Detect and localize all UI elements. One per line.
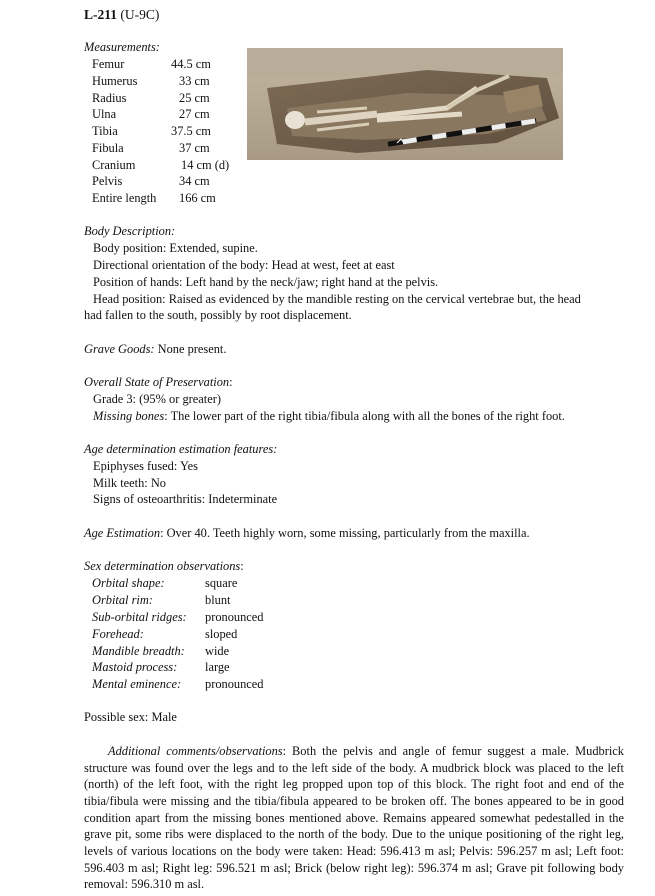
measurement-row — [92, 190, 242, 207]
measurement-row — [92, 90, 242, 107]
missing-bones-line — [93, 408, 565, 425]
age-estimation-value: : Over 40. Teeth highly worn, some missing, particularly from the maxilla. — [160, 526, 530, 540]
observation-value: sloped — [205, 626, 238, 641]
observation-key: Orbital shape: — [92, 576, 165, 590]
sex-observation-row — [92, 592, 342, 609]
measurement-name: Radius — [92, 90, 127, 105]
head-position-text-line1: Head position: Raised as evidenced by the mandible resting on the cervical vertebrae but, the head — [93, 292, 581, 306]
record-title — [84, 7, 159, 24]
observation-key: Forehead: — [92, 626, 144, 641]
measurement-value: 25 cm — [179, 90, 210, 105]
missing-bones-label: Missing bones — [93, 409, 165, 423]
age-estimation-label: Age Estimation — [84, 526, 161, 540]
sex-observations-heading — [84, 558, 244, 575]
measurement-value: 14 cm (d) — [181, 157, 230, 172]
comments-label: Additional comments/observations — [108, 744, 283, 758]
measurement-name: Femur — [92, 57, 125, 71]
measurement-row — [92, 106, 242, 123]
measurement-name: Pelvis — [92, 174, 123, 189]
observation-value: large — [205, 660, 230, 675]
milk-teeth-text: Milk teeth: No — [93, 476, 166, 490]
observation-key: Orbital rim: — [92, 592, 153, 607]
measurement-value: 166 cm — [179, 191, 216, 205]
measurement-row — [92, 140, 242, 157]
sex-observations-label: Sex determination observations — [84, 559, 241, 573]
grave-goods-value: None present. — [154, 342, 227, 356]
comments-text: : Both the pelvis and angle of femur suggest a male. Mudbrick structure was found over the legs and to the left side of the body. A mudbrick block was placed to the left (north) of the left foot, with the right leg propped upon top of this block. The right foot and end of the tibia/fibula were missing and the tibia/fibula appeared to be broken off. The bones appeared to be in good condition apart from the missing bones mentioned above. Remains appeared somewhat pedestalled in the grave pit, some ribs were displaced to the north of the body. Due to the unique positioning of the right leg, levels of various locations on the body were taken: Head: 596.413 m asl; Pelvis: 596.257 m asl; Left foot: 596.403 m asl; Right leg: 596.521 m asl; Brick (below right leg): 596.374 m asl; Grave pit following body removal: 596.310 m asl. — [84, 744, 625, 892]
preservation-grade: Grade 3: (95% or greater) — [93, 392, 221, 406]
sex-observation-row — [92, 676, 342, 693]
observation-key: Mandible breadth: — [92, 643, 185, 658]
observation-value: wide — [205, 643, 230, 658]
body-orientation-text: Directional orientation of the body: Head at west, feet at east — [93, 258, 395, 272]
missing-bones-value: : The lower part of the right tibia/fibula along with all the bones of the right foot. — [164, 409, 565, 423]
measurement-row — [92, 123, 242, 140]
measurement-value: 27 cm — [179, 107, 210, 122]
observation-value: square — [205, 576, 238, 590]
observation-key: Mental eminence: — [92, 677, 182, 692]
body-description-heading: Body Description: — [84, 224, 176, 238]
measurement-row — [92, 56, 242, 73]
measurement-row — [92, 157, 242, 174]
measurement-name: Cranium — [92, 157, 136, 172]
preservation-heading-colon: : — [229, 375, 233, 389]
grave-goods-line — [84, 341, 226, 358]
measurements-table — [92, 56, 242, 207]
sex-observation-row — [92, 609, 342, 626]
sex-observations-table — [92, 575, 342, 693]
measurement-value: 37.5 cm — [171, 124, 211, 138]
observation-value: blunt — [205, 592, 231, 607]
observation-value: pronounced — [205, 609, 264, 624]
measurement-name: Tibia — [92, 124, 118, 138]
hands-position-text: Position of hands: Left hand by the neck/jaw; right hand at the pelvis. — [93, 275, 439, 289]
burial-photo — [247, 48, 563, 160]
measurement-value: 44.5 cm — [171, 57, 211, 71]
preservation-heading — [84, 374, 233, 391]
measurement-name: Entire length — [92, 191, 157, 205]
measurement-value: 33 cm — [179, 73, 210, 88]
sex-observation-row — [92, 659, 342, 676]
body-position-text: Body position: Extended, supine. — [93, 241, 258, 255]
osteoarthritis-text: Signs of osteoarthritis: Indeterminate — [93, 492, 278, 506]
sex-observations-colon: : — [240, 559, 244, 573]
age-estimation-line — [84, 525, 530, 542]
measurement-name: Humerus — [92, 73, 138, 88]
comments-paragraph — [84, 743, 624, 893]
sex-observation-row — [92, 643, 342, 660]
measurement-value: 34 cm — [179, 174, 210, 189]
head-position-text-line2: had fallen to the south, possibly by root displacement. — [84, 308, 352, 322]
possible-sex-text: Possible sex: Male — [84, 710, 177, 724]
sex-observation-row — [92, 575, 342, 592]
age-features-heading: Age determination estimation features: — [84, 442, 278, 456]
measurement-row — [92, 73, 242, 90]
observation-value: pronounced — [205, 677, 264, 692]
observation-key: Sub-orbital ridges: — [92, 609, 187, 624]
epiphyses-text: Epiphyses fused: Yes — [93, 459, 198, 473]
record-subcode: (U-9C) — [120, 7, 160, 22]
measurement-name: Ulna — [92, 107, 117, 122]
measurement-row — [92, 173, 242, 190]
grave-goods-label: Grave Goods: — [84, 342, 155, 356]
sex-observation-row — [92, 626, 342, 643]
preservation-heading-label: Overall State of Preservation — [84, 375, 230, 389]
burial-photo-image — [247, 48, 563, 160]
record-code: L-211 — [84, 7, 118, 22]
measurements-heading: Measurements: — [84, 40, 160, 54]
measurement-value: 37 cm — [179, 140, 210, 155]
observation-key: Mastoid process: — [92, 660, 178, 675]
measurement-name: Fibula — [92, 140, 124, 155]
